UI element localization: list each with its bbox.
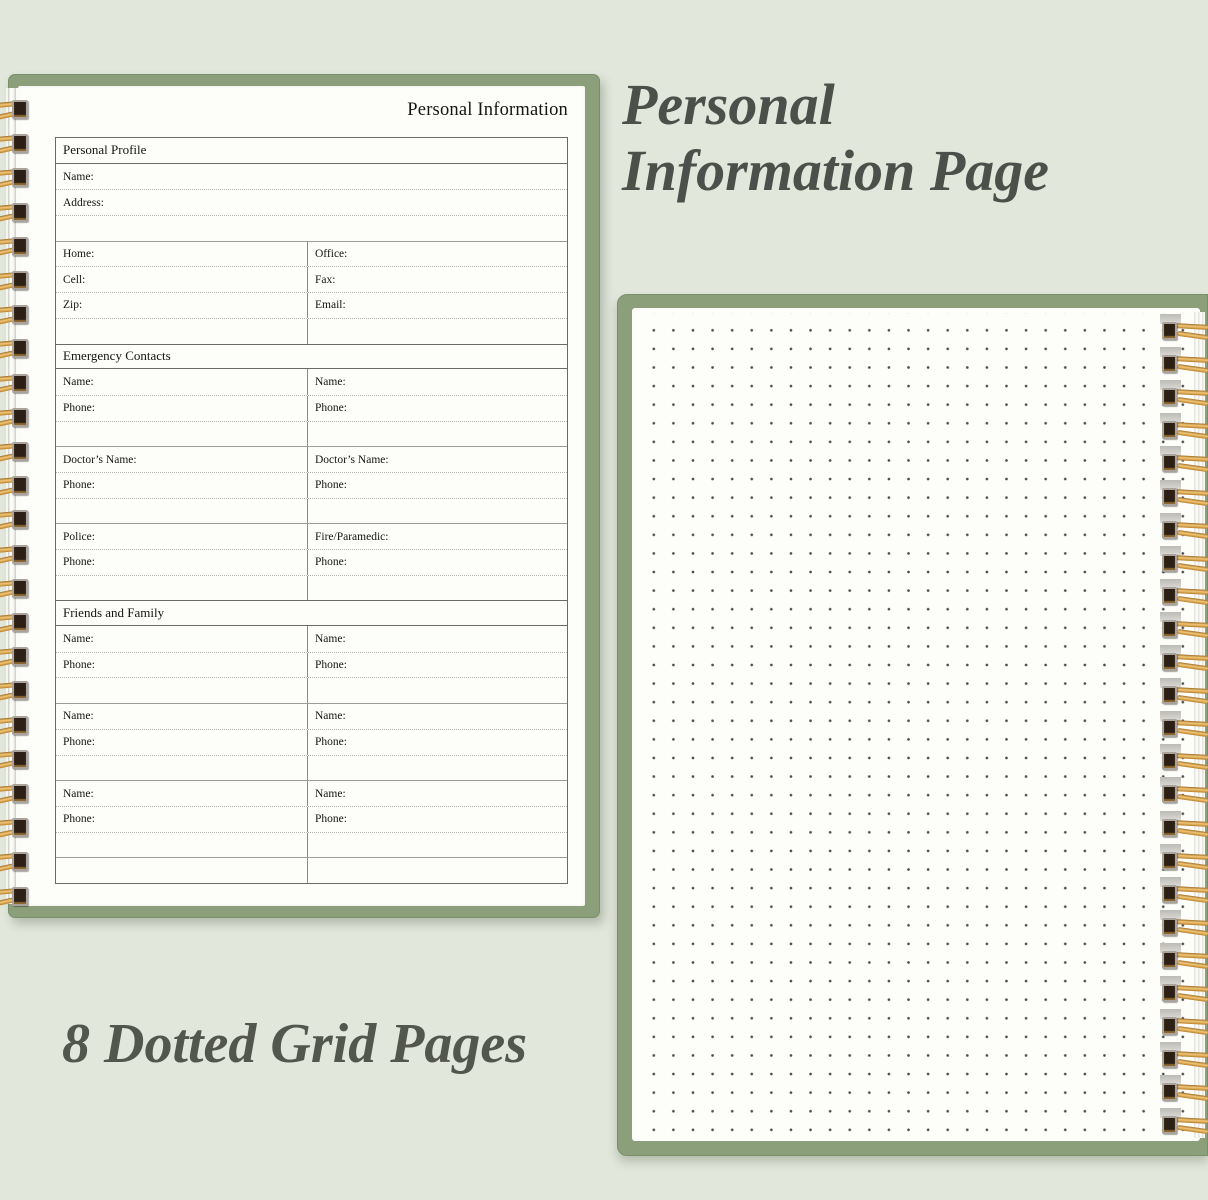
field-label: Name: (307, 626, 567, 652)
form-row (56, 626, 567, 652)
blank-write-line (56, 756, 307, 781)
section-title: Emergency Contacts (63, 348, 171, 364)
form-row (56, 241, 567, 267)
form-row (56, 446, 567, 472)
headline-line-2: Information Page (622, 137, 1049, 203)
form-row (56, 292, 567, 318)
form-section-header-row (56, 344, 567, 370)
field-label: Address: (63, 196, 104, 209)
personal-info-table (55, 137, 568, 884)
field-label: Phone: (63, 479, 95, 492)
form-row (56, 395, 567, 421)
field-label: Phone: (63, 736, 95, 749)
field-label: Police: (63, 530, 95, 543)
blank-write-line (307, 756, 567, 781)
dot-grid-pattern (637, 313, 1196, 1137)
blank-write-line (56, 678, 307, 703)
form-row (56, 806, 567, 832)
blank-write-line (307, 499, 567, 524)
form-row (56, 164, 567, 190)
field-label: Home: (63, 248, 95, 261)
blank-write-line (56, 499, 307, 524)
bottom-caption: 8 Dotted Grid Pages (62, 1013, 528, 1075)
form-row (56, 215, 567, 241)
field-label: Zip: (63, 299, 83, 312)
form-row (56, 729, 567, 755)
field-label: Phone: (307, 396, 567, 421)
field-label: Name: (63, 632, 94, 645)
blank-write-line (307, 319, 567, 344)
section-title: Friends and Family (63, 605, 165, 621)
form-row (56, 755, 567, 781)
field-label: Cell: (63, 273, 86, 286)
blank-write-line (307, 576, 567, 601)
blank-write-line (307, 678, 567, 703)
field-label: Name: (63, 787, 94, 800)
field-label: Name: (63, 376, 94, 389)
form-row (56, 369, 567, 395)
form-row (56, 857, 567, 883)
form-row (56, 832, 567, 858)
field-label: Email: (307, 293, 567, 318)
blank-write-line (307, 858, 567, 883)
field-label: Doctor’s Name: (307, 447, 567, 472)
field-label: Doctor’s Name: (63, 453, 137, 466)
form-row (56, 780, 567, 806)
field-label: Name: (63, 710, 94, 723)
field-label: Phone: (307, 473, 567, 498)
field-label: Phone: (63, 813, 95, 826)
blank-write-line (56, 858, 307, 883)
form-row (56, 575, 567, 601)
field-label: Phone: (63, 556, 95, 569)
form-row (56, 266, 567, 292)
form-section-header-row (56, 138, 567, 164)
form-row (56, 189, 567, 215)
field-label: Phone: (63, 402, 95, 415)
blank-write-line (56, 216, 567, 241)
blank-write-line (56, 319, 307, 344)
field-label: Name: (307, 369, 567, 395)
field-label: Phone: (307, 550, 567, 575)
field-label: Name: (307, 704, 567, 729)
section-title: Personal Profile (63, 142, 147, 158)
form-row (56, 677, 567, 703)
field-label: Name: (307, 781, 567, 806)
field-label: Phone: (63, 659, 95, 672)
right-headline (622, 72, 1182, 203)
blank-write-line (56, 576, 307, 601)
field-label: Office: (307, 242, 567, 267)
form-row (56, 703, 567, 729)
form-row (56, 421, 567, 447)
field-label: Phone: (307, 653, 567, 678)
form-row (56, 652, 567, 678)
form-section-header-row (56, 600, 567, 626)
field-label: Fax: (307, 267, 567, 292)
headline-line-1: Personal (622, 72, 835, 137)
blank-write-line (307, 422, 567, 447)
form-row (56, 549, 567, 575)
field-label: Phone: (307, 730, 567, 755)
left-page-stack-edge (6, 88, 19, 904)
form-row (56, 498, 567, 524)
form-row (56, 472, 567, 498)
blank-write-line (56, 833, 307, 858)
field-label: Phone: (307, 807, 567, 832)
field-label: Fire/Paramedic: (307, 524, 567, 549)
blank-write-line (56, 422, 307, 447)
right-page-stack-edge (1194, 312, 1205, 1138)
form-row (56, 523, 567, 549)
blank-write-line (307, 833, 567, 858)
field-label: Name: (63, 170, 94, 183)
page-title: Personal Information (407, 100, 568, 120)
form-row (56, 318, 567, 344)
